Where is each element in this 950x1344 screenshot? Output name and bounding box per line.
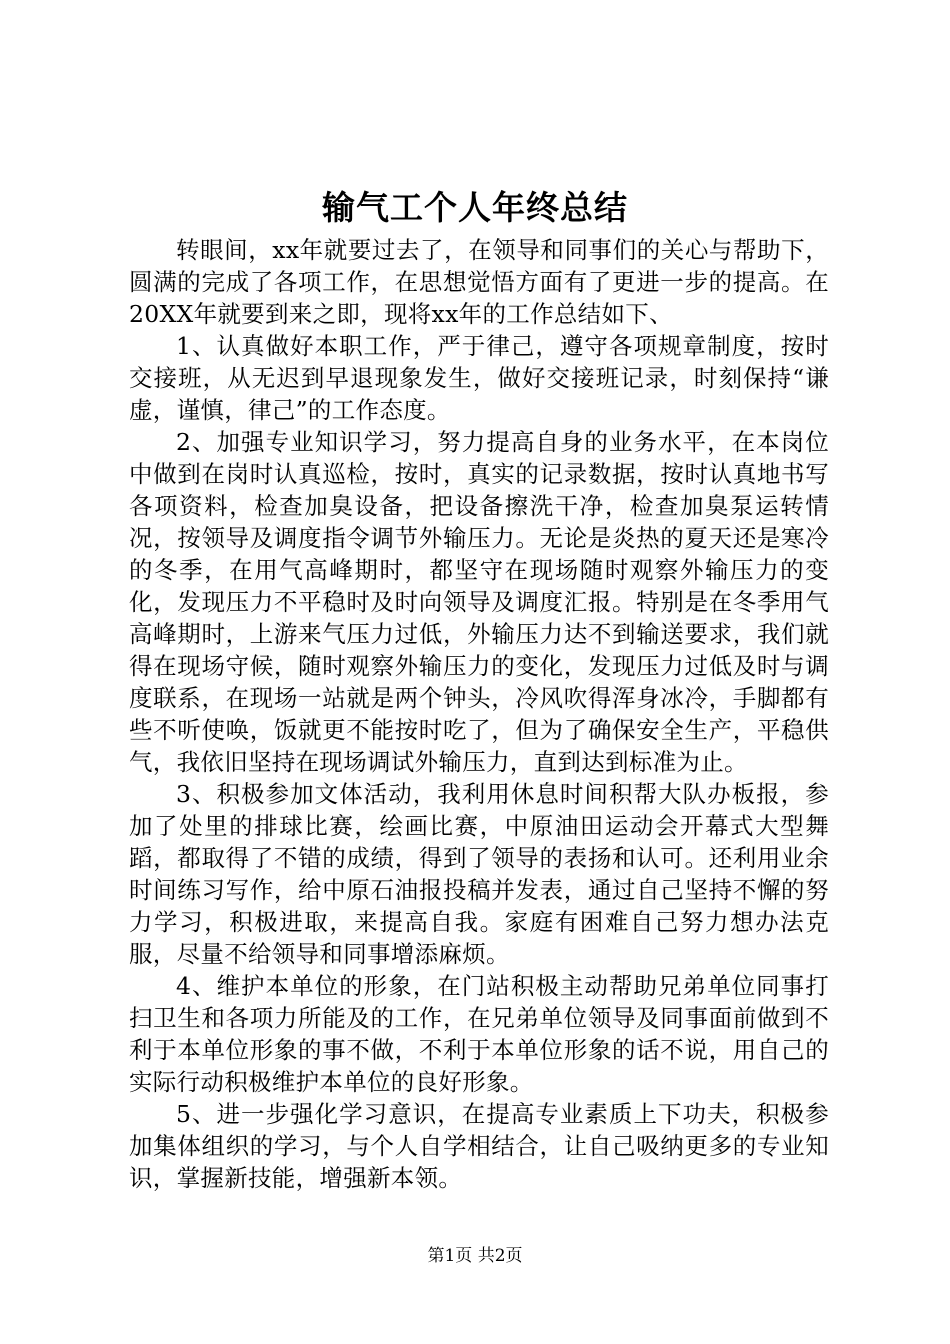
item-4-paragraph: 4、维护本单位的形象，在门站积极主动帮助兄弟单位同事打扫卫生和各项力所能及的工作，在兄弟单位领导及同事面前做到不利于本单位形象的事不做，不利于本单位形象的话不说，用自己的实际行动积极维护本单位的良好形象。	[129, 972, 829, 1096]
item-2-paragraph: 2、加强专业知识学习，努力提高自身的业务水平，在本岗位中做到在岗时认真巡检，按时，真实的记录数据，按时认真地书写各项资料，检查加臭设备，把设备擦洗干净，检查加臭泵运转情况，按领导及调度指令调节外输压力。无论是炎热的夏天还是寒冷的冬季，在用气高峰期时，都坚守在现场随时观察外输压力的变化，发现压力不平稳时及时向领导及调度汇报。特别是在冬季用气高峰期时，上游来气压力过低，外输压力达不到输送要求，我们就得在现场守候，随时观察外输压力的变化，发现压力过低及时与调度联系，在现场一站就是两个钟头，冷风吹得浑身冰冷，手脚都有些不听使唤，饭就更不能按时吃了，但为了确保安全生产，平稳供气，我依旧坚持在现场调试外输压力，直到达到标准为止。	[129, 428, 829, 776]
item-5-paragraph: 5、进一步强化学习意识，在提高专业素质上下功夫，积极参加集体组织的学习，与个人自学相结合，让自己吸纳更多的专业知识，掌握新技能，增强新本领。	[129, 1100, 829, 1192]
intro-paragraph: 转眼间，xx年就要过去了，在领导和同事们的关心与帮助下，圆满的完成了各项工作，在思想觉悟方面有了更进一步的提高。在20XX年就要到来之即，现将xx年的工作总结如下、	[129, 236, 829, 328]
document-title: 输气工个人年终总结	[322, 188, 628, 227]
item-1-paragraph: 1、认真做好本职工作，严于律己，遵守各项规章制度，按时交接班，从无迟到早退现象发生，做好交接班记录，时刻保持“谦虚，谨慎，律己”的工作态度。	[129, 332, 829, 424]
document-body	[129, 234, 829, 1194]
page-number-footer: 第1页 共2页	[427, 1246, 523, 1266]
item-3-paragraph: 3、积极参加文体活动，我利用休息时间积帮大队办板报，参加了处里的排球比赛，绘画比赛，中原油田运动会开幕式大型舞蹈，都取得了不错的成绩，得到了领导的表扬和认可。还利用业余时间练习写作，给中原石油报投稿并发表，通过自己坚持不懈的努力学习，积极进取，来提高自我。家庭有困难自己努力想办法克服，尽量不给领导和同事增添麻烦。	[129, 780, 829, 968]
